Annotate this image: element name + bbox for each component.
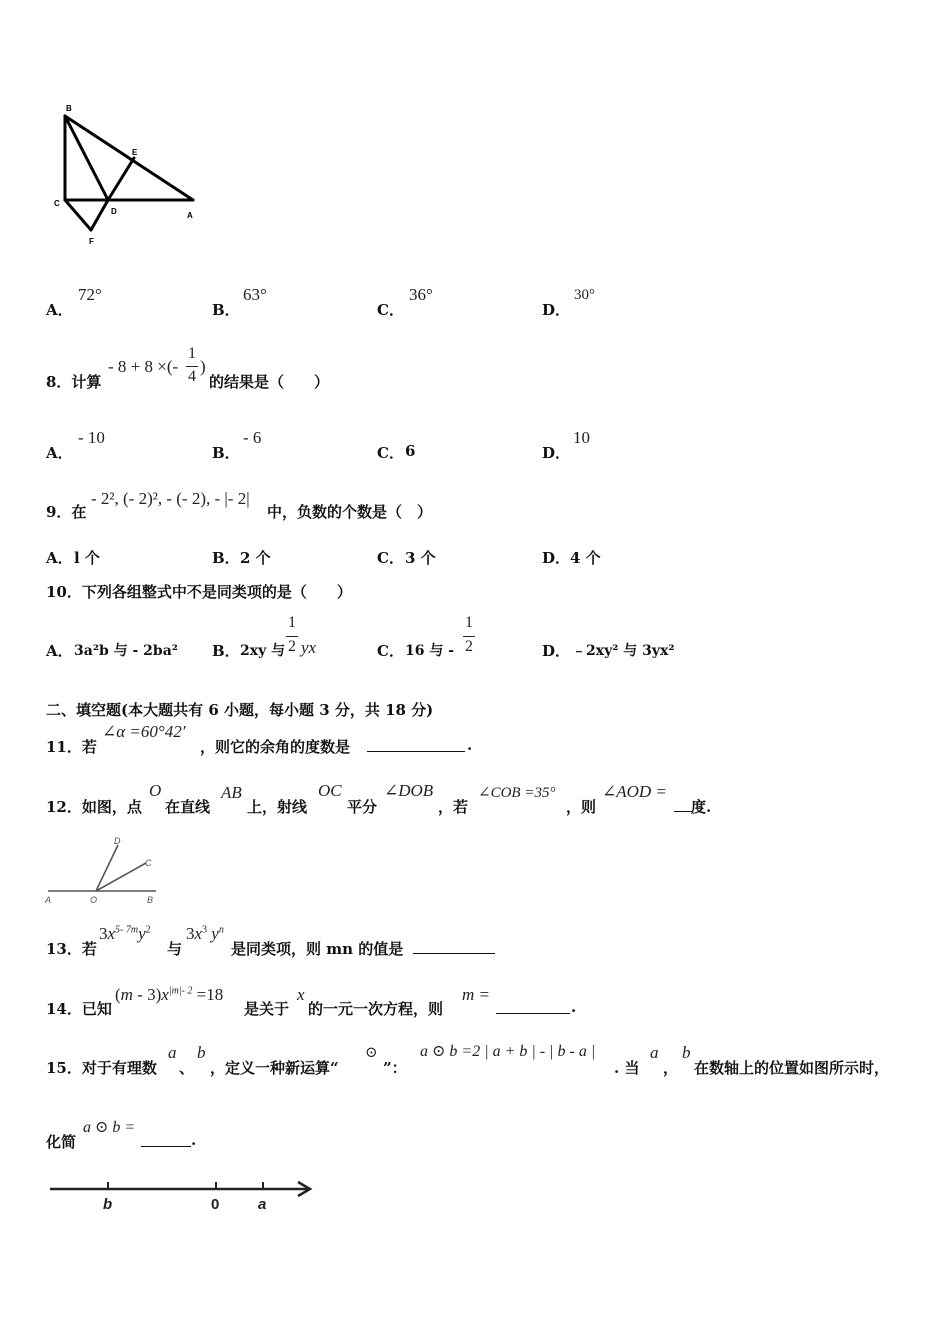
q12-angle-dob: ∠DOB [384, 781, 434, 800]
q13-blank[interactable] [413, 939, 495, 954]
q10-option-d-value: ﹣2xy² 与 3yx² [572, 643, 675, 659]
q11-tail: . [467, 736, 473, 754]
q8-option-d-value: 10 [573, 428, 590, 447]
q10-option-a-value: 3a²b 与 - 2ba² [74, 643, 178, 659]
triangle-figure [48, 100, 208, 250]
q10-option-b-pre: 2xy 与 [240, 643, 286, 659]
q9-option-c-letter: C． [377, 549, 404, 567]
q15-number: 15．对于有理数 [46, 1059, 157, 1077]
q10-option-a-letter: A． [46, 642, 73, 660]
q12-t3: 平分 [347, 798, 378, 816]
q7-option-b-value: 63° [243, 285, 267, 304]
q10-option-c-frac-den: 2 [465, 638, 473, 655]
q15-op: ⊙ [365, 1045, 378, 1061]
angle-figure [44, 833, 164, 909]
label-zero: 0 [211, 1196, 220, 1213]
q10-option-b-frac-num: 1 [288, 614, 296, 631]
q7-option-c-value: 36° [409, 285, 433, 304]
q15-t5: 在数轴上的位置如图所示时， [694, 1059, 890, 1077]
q15-tail: . [191, 1131, 197, 1149]
q10-option-b-post: yx [301, 638, 317, 657]
q12-point-o: O [149, 781, 162, 800]
q13-number: 13．若 [46, 940, 97, 958]
q12-ray-oc: OC [318, 781, 342, 800]
label-a: A [45, 895, 52, 905]
q9-option-d-value: 4 个 [570, 549, 601, 567]
label-d: D [114, 836, 121, 846]
q12-line-ab: AB [221, 783, 242, 802]
q13-t1: 与 [167, 940, 183, 958]
q8-option-b-value: - 6 [243, 428, 262, 447]
q15-t2: ”： [383, 1059, 407, 1077]
q12-tail: 度. [691, 798, 712, 816]
q12-t4: ，若 [438, 798, 469, 816]
q10-option-c-frac-num: 1 [465, 614, 473, 631]
q14-blank[interactable] [496, 999, 570, 1014]
label-c: C [145, 858, 152, 868]
q13-expr2: $3x^3$ $y^n$ [186, 924, 224, 943]
q14-expr: $(m - 3)x^{|m|- 2} =18$ [115, 985, 224, 1004]
q12-blank[interactable] [674, 797, 692, 812]
q10-option-c-letter: C． [377, 642, 404, 660]
label-b: B [147, 895, 154, 905]
q11-suffix: ，则它的余角的度数是 [200, 738, 351, 756]
q12-t5: ，则 [566, 798, 597, 816]
q12-t1: 在直线 [165, 798, 211, 816]
q8-suffix: 的结果是（ ） [209, 373, 330, 391]
q7-option-d-letter: D． [542, 301, 571, 319]
q15-a: a [168, 1043, 177, 1062]
q7-option-d-value: 30° [574, 287, 595, 303]
label-a: a [258, 1196, 267, 1213]
q9-suffix: 中，负数的个数是（ ） [267, 503, 433, 521]
q10-option-d-letter: D． [542, 642, 571, 660]
q11-blank[interactable] [367, 737, 465, 752]
q7-option-b-letter: B． [212, 301, 240, 319]
q9-option-a-letter: A． [46, 549, 73, 567]
number-line [46, 1176, 321, 1216]
q15-t1: ，定义一种新运算“ [210, 1059, 339, 1077]
q15-t3: . 当 [614, 1059, 640, 1077]
q8-frac-den: 4 [188, 368, 196, 385]
q12-t2: 上，射线 [247, 798, 308, 816]
q8-option-c-letter: C． [377, 444, 404, 462]
q15-line2-expr: a ⊙ b = [83, 1119, 136, 1136]
q13-suffix: 是同类项，则 mn 的值是 [231, 940, 404, 958]
q13-expr1: $3x^{5- 7m}y^2$ [99, 924, 151, 943]
q9-option-b-value: 2 个 [240, 549, 271, 567]
q9-option-d-letter: D． [542, 549, 571, 567]
q8-expr-post: ) [200, 357, 206, 376]
q15-t4: ， [663, 1059, 679, 1077]
q9-option-b-letter: B． [212, 549, 240, 567]
q15-b2: b [682, 1043, 691, 1062]
q15-line2-pre: 化简 [46, 1133, 77, 1151]
q7-option-c-letter: C． [377, 301, 404, 319]
q15-a2: a [650, 1043, 659, 1062]
q14-x: x [297, 985, 305, 1004]
q9-option-a-value: l 个 [74, 549, 100, 567]
q10-option-c-pre: 16 与 - [405, 643, 455, 659]
label-a: A [187, 211, 193, 220]
q14-number: 14．已知 [46, 1000, 112, 1018]
q7-option-a-value: 72° [78, 285, 102, 304]
section-2-heading: 二、填空题(本大题共有 6 小题，每小题 3 分，共 18 分) [46, 701, 434, 719]
q10-option-b-letter: B． [212, 642, 240, 660]
q11-expr: ∠α =60°42′ [102, 722, 186, 741]
label-d: D [111, 207, 117, 216]
q9-expr: - 2², (- 2)², - (- 2), - |- 2| [91, 489, 250, 508]
q12-angle-cob: ∠COB =35° [478, 785, 556, 801]
q15-def: a ⊙ b =2 | a + b | - | b - a | [420, 1043, 596, 1060]
q8-frac-num: 1 [188, 345, 196, 362]
q10-option-b-frac-den: 2 [288, 638, 296, 655]
q10-option-b-frac-bar [286, 636, 298, 637]
label-c: C [54, 199, 60, 208]
q9-number: 9．在 [46, 503, 87, 521]
label-e: E [132, 148, 138, 157]
q8-number: 8．计算 [46, 373, 102, 391]
q10-stem: 10．下列各组整式中不是同类项的是（ ） [46, 583, 352, 601]
q12-angle-aod: ∠AOD = [602, 782, 667, 801]
q14-m-expr: m = [462, 985, 490, 1004]
label-f: F [89, 237, 94, 246]
q14-tail: . [571, 998, 577, 1016]
q8-option-d-letter: D． [542, 444, 571, 462]
q14-t1: 是关于 [244, 1000, 290, 1018]
q7-option-a-letter: A． [46, 301, 73, 319]
q11-number: 11．若 [46, 738, 97, 756]
label-b: B [66, 104, 72, 113]
q10-option-c-frac-bar [463, 636, 475, 637]
q8-option-a-letter: A． [46, 444, 73, 462]
label-o: O [90, 895, 98, 905]
q12-number: 12．如图，点 [46, 798, 142, 816]
q8-frac-bar [186, 366, 198, 367]
q8-option-a-value: - 10 [78, 428, 105, 447]
q15-sep: 、 [179, 1059, 195, 1077]
q8-option-c-value: 6 [405, 442, 416, 460]
q15-b: b [197, 1043, 206, 1062]
q14-t2: 的一元一次方程，则 [308, 1000, 444, 1018]
q8-expr-pre: - 8 + 8 ×(- [108, 357, 179, 376]
q9-option-c-value: 3 个 [405, 549, 436, 567]
label-b: b [103, 1196, 113, 1213]
q15-blank[interactable] [141, 1132, 191, 1147]
q8-option-b-letter: B． [212, 444, 240, 462]
